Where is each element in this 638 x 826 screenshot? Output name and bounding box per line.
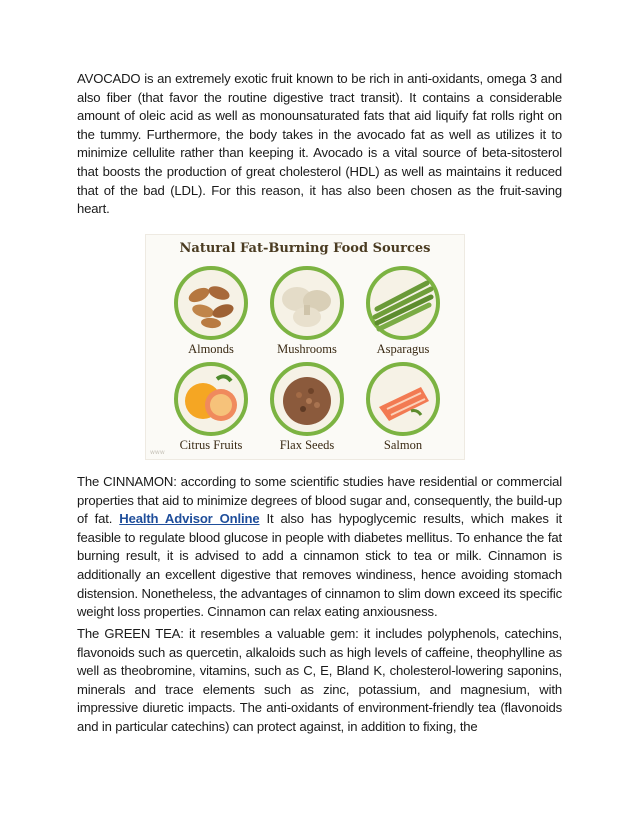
health-advisor-link[interactable]: Health Advisor Online	[119, 511, 260, 527]
food-label-asparagus: Asparagus	[376, 342, 430, 356]
avocado-paragraph: AVOCADO is an extremely exotic fruit known to be rich in anti-oxidants, omega 3 and also fiber (that favor the routine digestive tract transit). It contains a considerable amount of oleic acid as well as monounsaturated fats that aid liquify fat rolls right on the tummy. Furthermore, the body takes in the avocado fat as well as utilizes it to minimize cellulite rather than keeping it. Avocado is a vital source of beta-sitosterol that boosts the production of great cholesterol (HDL) as well as maintains it reduced that of the bad (LDL). For this reason, it has also been chosen as the fruit-saving heart.	[77, 71, 562, 217]
citrus-icon	[173, 361, 249, 437]
food-almonds	[166, 265, 256, 357]
salmon-icon	[365, 361, 441, 437]
cinnamon-text-end: It also has hypoglycemic results, which makes it feasible to regulate blood glucose in people with diabetes mellitus. To enhance the fat burning result, it is advised to add a cinnamon stick to tea or milk. Cinnamon is additionally an excellent digestive that removes windiness, hence avoiding stomach distension. Nonetheless, the advantages of cinnamon to slim down exceed its specific weight loss properties. Cinnamon can relax eating anxiousness.	[77, 511, 562, 620]
food-label-almonds: Almonds	[188, 342, 234, 356]
cinnamon-paragraph	[77, 473, 562, 622]
mushrooms-icon	[269, 265, 345, 341]
almonds-icon	[173, 265, 249, 341]
food-label-flax-seeds: Flax Seeds	[279, 438, 335, 452]
asparagus-icon	[365, 265, 441, 341]
food-label-mushrooms: Mushrooms	[277, 342, 337, 356]
cinnamon-text-start: The CINNAMON: according to some scientific studies have residential or commercial properties that aid to minimize degrees of blood sugar and, consequently, the build-up of fat.	[77, 474, 562, 527]
green-tea-paragraph: The GREEN TEA: it resembles a valuable gem: it includes polyphenols, catechins, flavonoids such as quercetin, alkaloids such as high levels of caffeine, theophylline as well as theobromine, vitamins, such as C, E, Bland K, cholesterol-lowering saponins, minerals and trace elements such as zinc, potassium, and magnesium, with impressive diuretic impacts. The anti-oxidants of environment-friendly tea (flavonoids and in particular catechins) can protect against, in addition to fixing, the	[77, 626, 562, 734]
food-citrus	[166, 361, 256, 453]
flax-seeds-icon	[269, 361, 345, 437]
food-asparagus	[358, 265, 448, 357]
food-label-salmon: Salmon	[383, 438, 423, 452]
food-flax-seeds	[262, 361, 352, 453]
image-watermark: www	[150, 449, 165, 456]
figure-title: Natural Fat-Burning Food Sources	[179, 241, 431, 256]
food-label-citrus: Citrus Fruits	[179, 438, 243, 452]
food-mushrooms	[262, 265, 352, 357]
food-salmon	[358, 361, 448, 453]
fat-burning-foods-image	[145, 234, 465, 460]
